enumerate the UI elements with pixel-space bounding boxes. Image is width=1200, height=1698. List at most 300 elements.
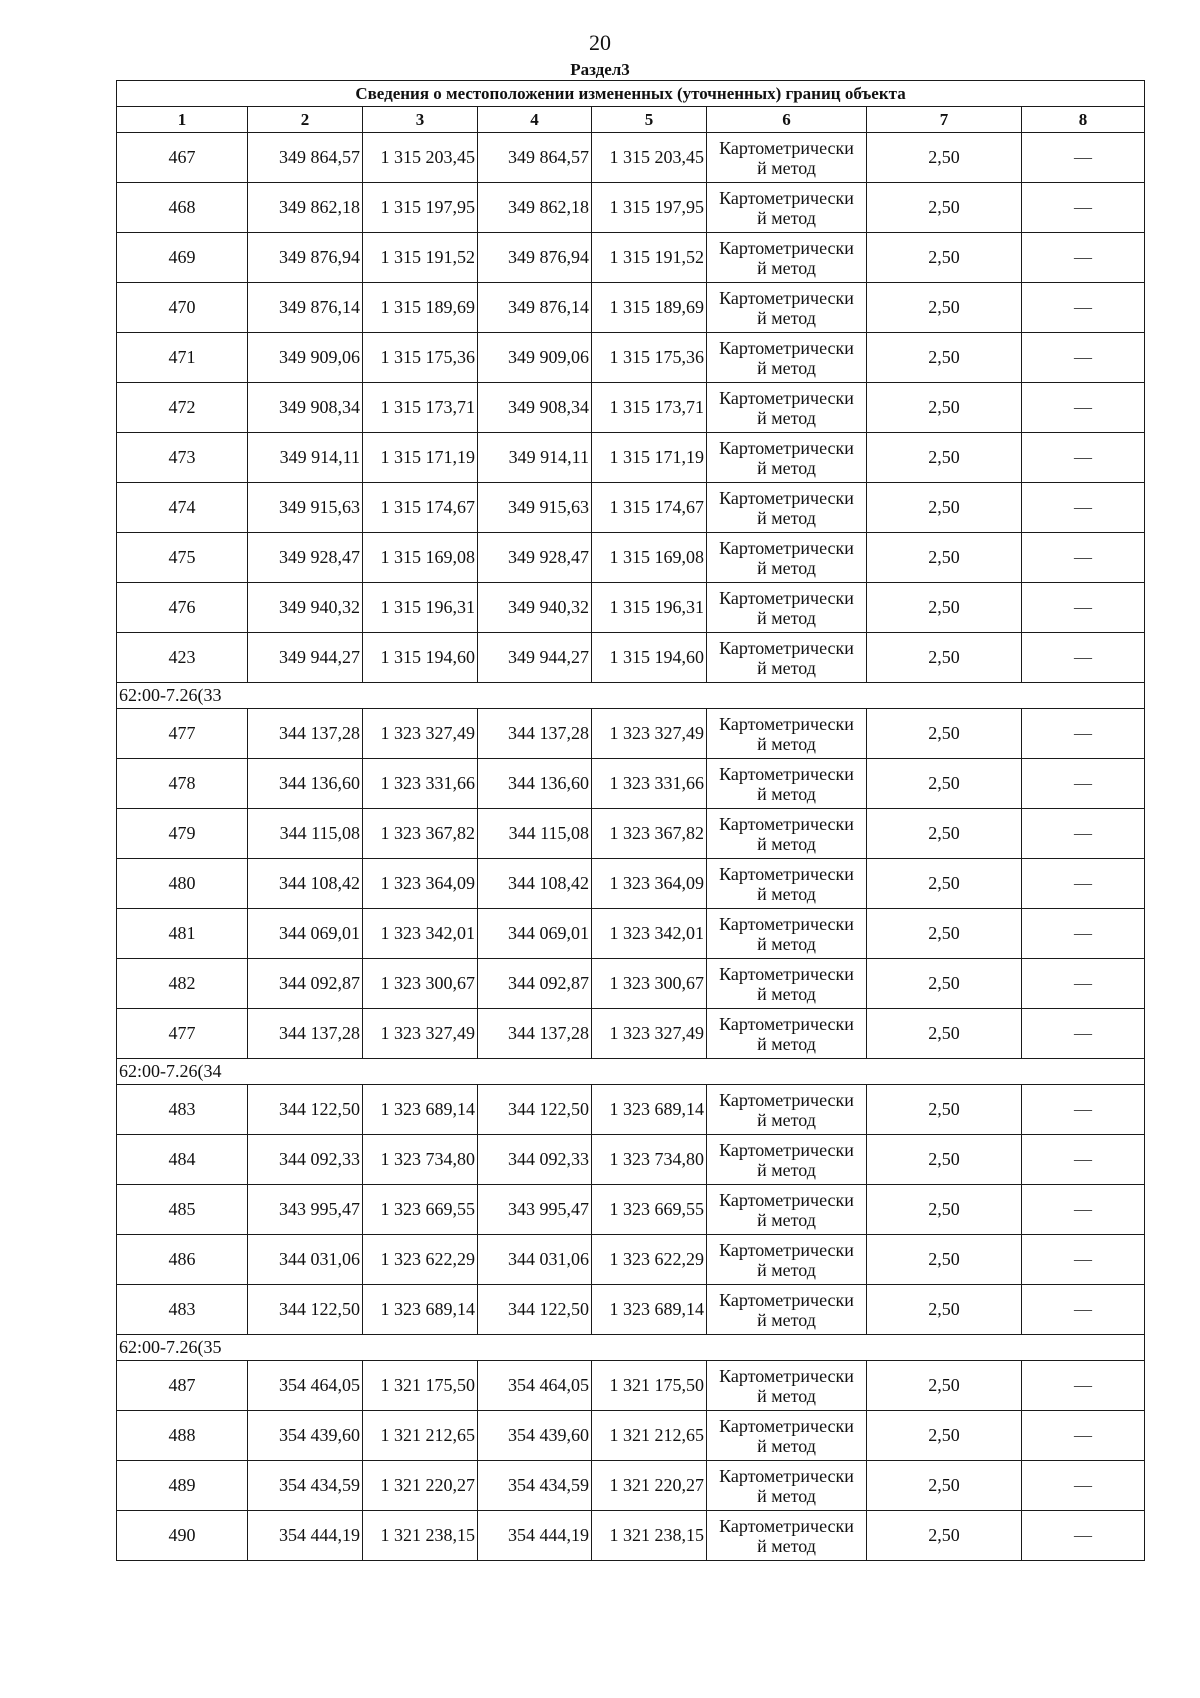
- x-coordinate-cell: 344 092,33: [248, 1135, 363, 1185]
- accuracy-cell: 2,50: [867, 233, 1022, 283]
- point-number-cell: 489: [117, 1461, 248, 1511]
- y-coordinate-cell: 1 315 189,69: [363, 283, 478, 333]
- method-cell: [707, 333, 867, 383]
- x-coordinate-cell: 349 862,18: [248, 183, 363, 233]
- column-number: 6: [707, 107, 867, 133]
- method-text-line1: Картометрически: [719, 1189, 854, 1210]
- method-text-line1: Картометрически: [719, 587, 854, 608]
- group-label: 62:00-7.26(35: [117, 1335, 1145, 1361]
- empty-dash-cell: —: [1022, 533, 1145, 583]
- accuracy-cell: 2,50: [867, 133, 1022, 183]
- table-row: [117, 1361, 1145, 1411]
- empty-dash-cell: —: [1022, 1185, 1145, 1235]
- method-text-line2: й метод: [757, 507, 816, 528]
- method-text-line1: Картометрически: [719, 863, 854, 884]
- x-coordinate-cell: 344 108,42: [248, 859, 363, 909]
- method-cell: [707, 1461, 867, 1511]
- column-number: 7: [867, 107, 1022, 133]
- y-coordinate-cell: 1 321 175,50: [592, 1361, 707, 1411]
- table-title-row: [117, 81, 1145, 107]
- point-number-cell: 486: [117, 1235, 248, 1285]
- group-label: 62:00-7.26(34: [117, 1059, 1145, 1085]
- method-text-line2: й метод: [757, 457, 816, 478]
- x-coordinate-cell: 354 444,19: [248, 1511, 363, 1561]
- column-number: 5: [592, 107, 707, 133]
- accuracy-cell: 2,50: [867, 1461, 1022, 1511]
- point-number-cell: 483: [117, 1085, 248, 1135]
- method-cell: [707, 483, 867, 533]
- table-row: [117, 759, 1145, 809]
- x-coordinate-cell: 344 137,28: [478, 1009, 592, 1059]
- point-number-cell: 488: [117, 1411, 248, 1461]
- method-cell: [707, 859, 867, 909]
- method-cell: [707, 433, 867, 483]
- point-number-cell: 479: [117, 809, 248, 859]
- y-coordinate-cell: 1 323 300,67: [363, 959, 478, 1009]
- y-coordinate-cell: 1 315 175,36: [592, 333, 707, 383]
- x-coordinate-cell: 354 464,05: [248, 1361, 363, 1411]
- method-text-line2: й метод: [757, 157, 816, 178]
- y-coordinate-cell: 1 315 171,19: [363, 433, 478, 483]
- x-coordinate-cell: 349 944,27: [248, 633, 363, 683]
- x-coordinate-cell: 354 444,19: [478, 1511, 592, 1561]
- point-number-cell: 469: [117, 233, 248, 283]
- x-coordinate-cell: 344 108,42: [478, 859, 592, 909]
- method-cell: [707, 233, 867, 283]
- x-coordinate-cell: 349 915,63: [248, 483, 363, 533]
- method-text-line2: й метод: [757, 883, 816, 904]
- x-coordinate-cell: 344 137,28: [478, 709, 592, 759]
- accuracy-cell: 2,50: [867, 909, 1022, 959]
- method-text-line1: Картометрически: [719, 1515, 854, 1536]
- y-coordinate-cell: 1 323 364,09: [592, 859, 707, 909]
- x-coordinate-cell: 349 864,57: [478, 133, 592, 183]
- y-coordinate-cell: 1 315 174,67: [592, 483, 707, 533]
- x-coordinate-cell: 344 137,28: [248, 709, 363, 759]
- y-coordinate-cell: 1 323 327,49: [363, 1009, 478, 1059]
- x-coordinate-cell: 344 122,50: [478, 1085, 592, 1135]
- empty-dash-cell: —: [1022, 1285, 1145, 1335]
- y-coordinate-cell: 1 315 194,60: [592, 633, 707, 683]
- x-coordinate-cell: 349 928,47: [248, 533, 363, 583]
- y-coordinate-cell: 1 315 174,67: [363, 483, 478, 533]
- table-row: [117, 533, 1145, 583]
- x-coordinate-cell: 354 434,59: [478, 1461, 592, 1511]
- table-row: [117, 233, 1145, 283]
- y-coordinate-cell: 1 315 191,52: [363, 233, 478, 283]
- y-coordinate-cell: 1 315 203,45: [363, 133, 478, 183]
- y-coordinate-cell: 1 321 238,15: [592, 1511, 707, 1561]
- accuracy-cell: 2,50: [867, 759, 1022, 809]
- accuracy-cell: 2,50: [867, 859, 1022, 909]
- x-coordinate-cell: 354 434,59: [248, 1461, 363, 1511]
- empty-dash-cell: —: [1022, 483, 1145, 533]
- x-coordinate-cell: 343 995,47: [478, 1185, 592, 1235]
- point-number-cell: 485: [117, 1185, 248, 1235]
- y-coordinate-cell: 1 323 689,14: [363, 1285, 478, 1335]
- empty-dash-cell: —: [1022, 909, 1145, 959]
- table-row: [117, 183, 1145, 233]
- y-coordinate-cell: 1 323 734,80: [363, 1135, 478, 1185]
- empty-dash-cell: —: [1022, 583, 1145, 633]
- y-coordinate-cell: 1 323 342,01: [592, 909, 707, 959]
- y-coordinate-cell: 1 323 367,82: [592, 809, 707, 859]
- accuracy-cell: 2,50: [867, 1085, 1022, 1135]
- method-cell: [707, 1411, 867, 1461]
- accuracy-cell: 2,50: [867, 283, 1022, 333]
- x-coordinate-cell: 349 944,27: [478, 633, 592, 683]
- method-text-line2: й метод: [757, 1159, 816, 1180]
- method-text-line1: Картометрически: [719, 387, 854, 408]
- y-coordinate-cell: 1 323 689,14: [592, 1285, 707, 1335]
- method-text-line2: й метод: [757, 1485, 816, 1506]
- point-number-cell: 483: [117, 1285, 248, 1335]
- method-cell: [707, 1285, 867, 1335]
- y-coordinate-cell: 1 323 622,29: [363, 1235, 478, 1285]
- table-row: [117, 1461, 1145, 1511]
- method-text-line1: Картометрически: [719, 813, 854, 834]
- method-text-line2: й метод: [757, 407, 816, 428]
- empty-dash-cell: —: [1022, 959, 1145, 1009]
- method-cell: [707, 1085, 867, 1135]
- empty-dash-cell: —: [1022, 283, 1145, 333]
- x-coordinate-cell: 354 439,60: [478, 1411, 592, 1461]
- table-row: [117, 283, 1145, 333]
- x-coordinate-cell: 349 909,06: [248, 333, 363, 383]
- accuracy-cell: 2,50: [867, 1235, 1022, 1285]
- method-cell: [707, 283, 867, 333]
- point-number-cell: 478: [117, 759, 248, 809]
- method-cell: [707, 133, 867, 183]
- y-coordinate-cell: 1 315 191,52: [592, 233, 707, 283]
- x-coordinate-cell: 344 115,08: [248, 809, 363, 859]
- table-row: [117, 1511, 1145, 1561]
- method-text-line1: Картометрически: [719, 913, 854, 934]
- y-coordinate-cell: 1 315 203,45: [592, 133, 707, 183]
- empty-dash-cell: —: [1022, 859, 1145, 909]
- empty-dash-cell: —: [1022, 133, 1145, 183]
- accuracy-cell: 2,50: [867, 1361, 1022, 1411]
- empty-dash-cell: —: [1022, 333, 1145, 383]
- x-coordinate-cell: 344 069,01: [248, 909, 363, 959]
- group-header-row: [117, 683, 1145, 709]
- y-coordinate-cell: 1 321 212,65: [592, 1411, 707, 1461]
- method-text-line2: й метод: [757, 783, 816, 804]
- method-text-line2: й метод: [757, 307, 816, 328]
- method-text-line2: й метод: [757, 557, 816, 578]
- y-coordinate-cell: 1 321 220,27: [363, 1461, 478, 1511]
- x-coordinate-cell: 344 137,28: [248, 1009, 363, 1059]
- method-text-line1: Картометрически: [719, 963, 854, 984]
- x-coordinate-cell: 349 914,11: [248, 433, 363, 483]
- accuracy-cell: 2,50: [867, 709, 1022, 759]
- x-coordinate-cell: 344 136,60: [478, 759, 592, 809]
- empty-dash-cell: —: [1022, 1511, 1145, 1561]
- method-text-line1: Картометрически: [719, 1089, 854, 1110]
- accuracy-cell: 2,50: [867, 333, 1022, 383]
- method-cell: [707, 533, 867, 583]
- accuracy-cell: 2,50: [867, 433, 1022, 483]
- column-number: 4: [478, 107, 592, 133]
- empty-dash-cell: —: [1022, 709, 1145, 759]
- table-row: [117, 1009, 1145, 1059]
- accuracy-cell: 2,50: [867, 1411, 1022, 1461]
- y-coordinate-cell: 1 321 212,65: [363, 1411, 478, 1461]
- table-row: [117, 859, 1145, 909]
- x-coordinate-cell: 344 122,50: [248, 1285, 363, 1335]
- method-text-line2: й метод: [757, 207, 816, 228]
- point-number-cell: 481: [117, 909, 248, 959]
- y-coordinate-cell: 1 323 689,14: [363, 1085, 478, 1135]
- point-number-cell: 472: [117, 383, 248, 433]
- y-coordinate-cell: 1 323 327,49: [592, 1009, 707, 1059]
- x-coordinate-cell: 344 092,87: [478, 959, 592, 1009]
- empty-dash-cell: —: [1022, 1235, 1145, 1285]
- column-number: 2: [248, 107, 363, 133]
- method-text-line2: й метод: [757, 657, 816, 678]
- point-number-cell: 474: [117, 483, 248, 533]
- method-text-line1: Картометрически: [719, 1139, 854, 1160]
- table-row: [117, 1135, 1145, 1185]
- x-coordinate-cell: 344 115,08: [478, 809, 592, 859]
- page-number: 20: [589, 30, 611, 55]
- x-coordinate-cell: 354 464,05: [478, 1361, 592, 1411]
- method-text-line1: Картометрически: [719, 1289, 854, 1310]
- method-text-line1: Картометрически: [719, 763, 854, 784]
- y-coordinate-cell: 1 315 197,95: [592, 183, 707, 233]
- method-text-line2: й метод: [757, 833, 816, 854]
- y-coordinate-cell: 1 315 171,19: [592, 433, 707, 483]
- y-coordinate-cell: 1 323 734,80: [592, 1135, 707, 1185]
- point-number-cell: 468: [117, 183, 248, 233]
- method-text-line1: Картометрически: [719, 237, 854, 258]
- x-coordinate-cell: 344 092,33: [478, 1135, 592, 1185]
- table-row: [117, 383, 1145, 433]
- empty-dash-cell: —: [1022, 433, 1145, 483]
- table-row: [117, 709, 1145, 759]
- x-coordinate-cell: 349 914,11: [478, 433, 592, 483]
- accuracy-cell: 2,50: [867, 183, 1022, 233]
- y-coordinate-cell: 1 315 189,69: [592, 283, 707, 333]
- y-coordinate-cell: 1 315 196,31: [363, 583, 478, 633]
- accuracy-cell: 2,50: [867, 633, 1022, 683]
- method-text-line2: й метод: [757, 257, 816, 278]
- y-coordinate-cell: 1 323 300,67: [592, 959, 707, 1009]
- point-number-cell: 476: [117, 583, 248, 633]
- x-coordinate-cell: 344 092,87: [248, 959, 363, 1009]
- x-coordinate-cell: 344 031,06: [478, 1235, 592, 1285]
- method-text-line1: Картометрически: [719, 537, 854, 558]
- x-coordinate-cell: 354 439,60: [248, 1411, 363, 1461]
- method-cell: [707, 183, 867, 233]
- y-coordinate-cell: 1 315 194,60: [363, 633, 478, 683]
- method-cell: [707, 633, 867, 683]
- method-cell: [707, 1511, 867, 1561]
- method-text-line2: й метод: [757, 933, 816, 954]
- method-text-line1: Картометрически: [719, 1365, 854, 1386]
- y-coordinate-cell: 1 315 175,36: [363, 333, 478, 383]
- method-cell: [707, 1185, 867, 1235]
- method-cell: [707, 759, 867, 809]
- method-text-line2: й метод: [757, 1309, 816, 1330]
- y-coordinate-cell: 1 315 169,08: [363, 533, 478, 583]
- y-coordinate-cell: 1 323 331,66: [363, 759, 478, 809]
- y-coordinate-cell: 1 323 327,49: [592, 709, 707, 759]
- point-number-cell: 473: [117, 433, 248, 483]
- method-text-line2: й метод: [757, 1033, 816, 1054]
- method-text-line1: Картометрически: [719, 1415, 854, 1436]
- accuracy-cell: 2,50: [867, 1009, 1022, 1059]
- x-coordinate-cell: 349 928,47: [478, 533, 592, 583]
- method-text-line2: й метод: [757, 1259, 816, 1280]
- method-cell: [707, 383, 867, 433]
- method-cell: [707, 959, 867, 1009]
- method-cell: [707, 1361, 867, 1411]
- point-number-cell: 471: [117, 333, 248, 383]
- x-coordinate-cell: 349 940,32: [478, 583, 592, 633]
- accuracy-cell: 2,50: [867, 809, 1022, 859]
- table-row: [117, 809, 1145, 859]
- point-number-cell: 470: [117, 283, 248, 333]
- y-coordinate-cell: 1 323 327,49: [363, 709, 478, 759]
- x-coordinate-cell: 344 122,50: [478, 1285, 592, 1335]
- y-coordinate-cell: 1 323 364,09: [363, 859, 478, 909]
- method-text-line1: Картометрически: [719, 437, 854, 458]
- empty-dash-cell: —: [1022, 1009, 1145, 1059]
- y-coordinate-cell: 1 323 689,14: [592, 1085, 707, 1135]
- accuracy-cell: 2,50: [867, 1185, 1022, 1235]
- x-coordinate-cell: 349 876,94: [478, 233, 592, 283]
- x-coordinate-cell: 349 862,18: [478, 183, 592, 233]
- table-row: [117, 333, 1145, 383]
- method-text-line2: й метод: [757, 1435, 816, 1456]
- x-coordinate-cell: 349 915,63: [478, 483, 592, 533]
- method-text-line1: Картометрически: [719, 287, 854, 308]
- empty-dash-cell: —: [1022, 233, 1145, 283]
- method-cell: [707, 1135, 867, 1185]
- empty-dash-cell: —: [1022, 633, 1145, 683]
- point-number-cell: 482: [117, 959, 248, 1009]
- x-coordinate-cell: 349 940,32: [248, 583, 363, 633]
- accuracy-cell: 2,50: [867, 1135, 1022, 1185]
- group-header-row: [117, 1059, 1145, 1085]
- table-row: [117, 633, 1145, 683]
- method-text-line1: Картометрически: [719, 1465, 854, 1486]
- x-coordinate-cell: 344 122,50: [248, 1085, 363, 1135]
- table-row: [117, 1235, 1145, 1285]
- x-coordinate-cell: 349 908,34: [248, 383, 363, 433]
- column-number: 3: [363, 107, 478, 133]
- accuracy-cell: 2,50: [867, 1285, 1022, 1335]
- column-number: 1: [117, 107, 248, 133]
- point-number-cell: 477: [117, 1009, 248, 1059]
- x-coordinate-cell: 344 031,06: [248, 1235, 363, 1285]
- column-number: 8: [1022, 107, 1145, 133]
- method-text-line2: й метод: [757, 983, 816, 1004]
- accuracy-cell: 2,50: [867, 483, 1022, 533]
- y-coordinate-cell: 1 323 622,29: [592, 1235, 707, 1285]
- table-row: [117, 1185, 1145, 1235]
- y-coordinate-cell: 1 323 669,55: [592, 1185, 707, 1235]
- table-row: [117, 483, 1145, 533]
- y-coordinate-cell: 1 315 196,31: [592, 583, 707, 633]
- table-row: [117, 1285, 1145, 1335]
- boundary-coordinates-table: [116, 80, 1145, 1561]
- x-coordinate-cell: 349 876,14: [478, 283, 592, 333]
- method-text-line2: й метод: [757, 1109, 816, 1130]
- y-coordinate-cell: 1 321 238,15: [363, 1511, 478, 1561]
- accuracy-cell: 2,50: [867, 583, 1022, 633]
- x-coordinate-cell: 343 995,47: [248, 1185, 363, 1235]
- method-text-line2: й метод: [757, 1385, 816, 1406]
- y-coordinate-cell: 1 315 173,71: [363, 383, 478, 433]
- x-coordinate-cell: 349 876,94: [248, 233, 363, 283]
- method-cell: [707, 909, 867, 959]
- point-number-cell: 475: [117, 533, 248, 583]
- point-number-cell: 484: [117, 1135, 248, 1185]
- accuracy-cell: 2,50: [867, 533, 1022, 583]
- method-cell: [707, 809, 867, 859]
- empty-dash-cell: —: [1022, 183, 1145, 233]
- table-row: [117, 959, 1145, 1009]
- empty-dash-cell: —: [1022, 1085, 1145, 1135]
- empty-dash-cell: —: [1022, 383, 1145, 433]
- empty-dash-cell: —: [1022, 1135, 1145, 1185]
- method-cell: [707, 1235, 867, 1285]
- x-coordinate-cell: 349 876,14: [248, 283, 363, 333]
- table-title: Сведения о местоположении измененных (уточненных) границ объекта: [117, 81, 1145, 107]
- y-coordinate-cell: 1 321 175,50: [363, 1361, 478, 1411]
- table-row: [117, 433, 1145, 483]
- y-coordinate-cell: 1 323 367,82: [363, 809, 478, 859]
- y-coordinate-cell: 1 315 169,08: [592, 533, 707, 583]
- x-coordinate-cell: 349 908,34: [478, 383, 592, 433]
- method-text-line1: Картометрически: [719, 1239, 854, 1260]
- group-label: 62:00-7.26(33: [117, 683, 1145, 709]
- section-label: Раздел3: [570, 60, 630, 79]
- method-text-line1: Картометрически: [719, 137, 854, 158]
- point-number-cell: 487: [117, 1361, 248, 1411]
- y-coordinate-cell: 1 323 342,01: [363, 909, 478, 959]
- table-row: [117, 133, 1145, 183]
- x-coordinate-cell: 344 069,01: [478, 909, 592, 959]
- group-header-row: [117, 1335, 1145, 1361]
- method-text-line2: й метод: [757, 357, 816, 378]
- x-coordinate-cell: 344 136,60: [248, 759, 363, 809]
- point-number-cell: 477: [117, 709, 248, 759]
- accuracy-cell: 2,50: [867, 383, 1022, 433]
- x-coordinate-cell: 349 909,06: [478, 333, 592, 383]
- table-row: [117, 1085, 1145, 1135]
- method-text-line2: й метод: [757, 1535, 816, 1556]
- point-number-cell: 423: [117, 633, 248, 683]
- empty-dash-cell: —: [1022, 1461, 1145, 1511]
- empty-dash-cell: —: [1022, 1411, 1145, 1461]
- method-text-line1: Картометрически: [719, 187, 854, 208]
- method-cell: [707, 583, 867, 633]
- y-coordinate-cell: 1 323 331,66: [592, 759, 707, 809]
- empty-dash-cell: —: [1022, 809, 1145, 859]
- method-text-line2: й метод: [757, 1209, 816, 1230]
- point-number-cell: 490: [117, 1511, 248, 1561]
- method-text-line1: Картометрически: [719, 1013, 854, 1034]
- empty-dash-cell: —: [1022, 759, 1145, 809]
- accuracy-cell: 2,50: [867, 1511, 1022, 1561]
- y-coordinate-cell: 1 315 173,71: [592, 383, 707, 433]
- point-number-cell: 480: [117, 859, 248, 909]
- y-coordinate-cell: 1 323 669,55: [363, 1185, 478, 1235]
- table-row: [117, 1411, 1145, 1461]
